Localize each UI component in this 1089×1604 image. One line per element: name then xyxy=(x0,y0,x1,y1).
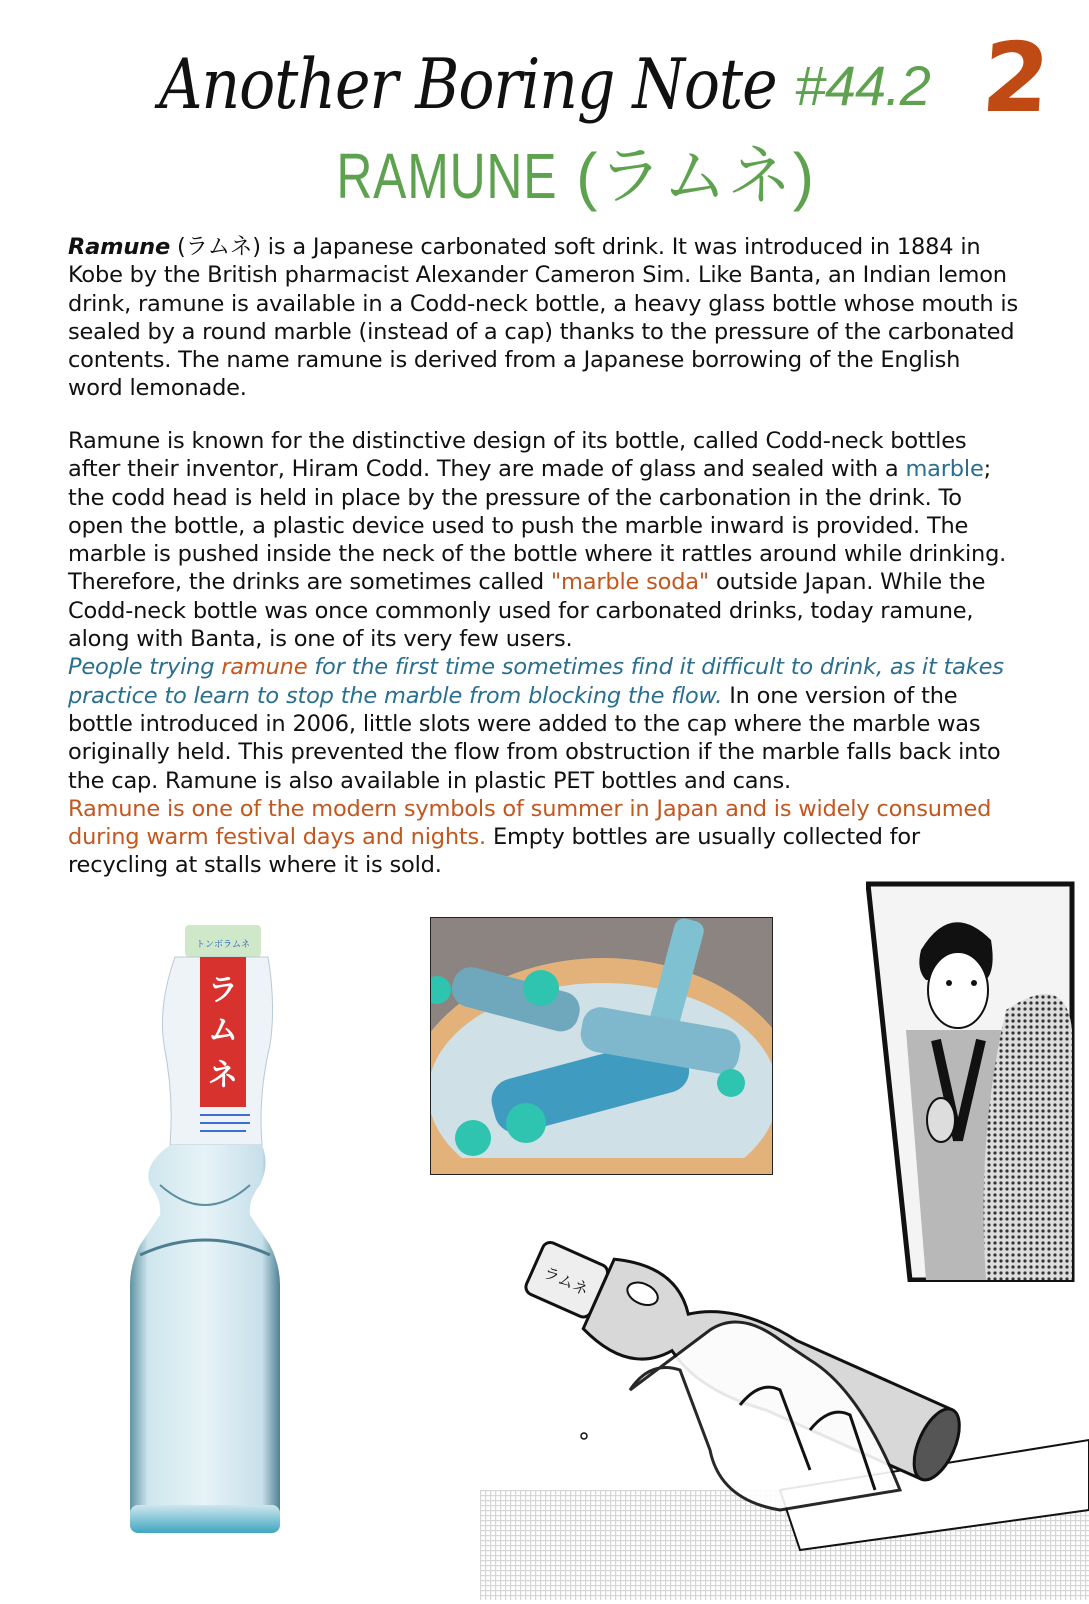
tip-text-b: for the first time sometimes find it difficult to drink, as it takes practice to learn to stop the marble from blocking the flow. xyxy=(68,654,1004,709)
subtitle-latin: RAMUNE xyxy=(336,140,558,212)
intro-text: (ラムネ) is a Japanese carbonated soft drink. It was introduced in 1884 in Kobe by the British pharmacist Alexander Cameron Sim. Like Banta, an Indian lemon drink, ramune is available in a Codd-neck bottle, a heavy glass bottle whose mouth is sealed by a round marble (instead of a cap) thanks to the pressure of the carbonated contents. The name ramune is derived from a Japanese borrowing of the English word lemonade. xyxy=(68,234,1018,402)
svg-text:トンボラムネ: トンボラムネ xyxy=(196,940,250,950)
marble-link[interactable]: marble xyxy=(905,456,984,483)
tip-highlight: ramune xyxy=(221,654,308,681)
page-number: 2 xyxy=(978,22,1052,134)
subtitle-japanese: (ラムネ) xyxy=(576,140,816,212)
ramune-bottle-image xyxy=(130,925,280,1535)
svg-text:ラ: ラ xyxy=(208,973,238,1008)
lead-term: Ramune xyxy=(68,234,171,260)
title-text: Another Boring Note xyxy=(159,44,777,126)
paragraph-details xyxy=(68,427,1018,880)
details-text-3: outside Japan. While the Codd-neck bottle was once commonly used for carbonated drinks, today ramune, along with Banta, is one of its very few users. xyxy=(68,569,986,653)
page-title xyxy=(0,44,1089,126)
paragraph-intro xyxy=(68,233,1018,403)
details-text-2: ; the codd head is held in place by the pressure of the carbonation in the drink. To open the bottle, a plastic device used to push the marble inward is provided. The marble is pushed inside the neck of the bottle where it rattles around while drinking. Therefore, the drinks are sometimes called xyxy=(68,456,1007,596)
subtitle xyxy=(0,136,1089,216)
details-text-1: Ramune is known for the distinctive design of its bottle, called Codd-neck bottles after their inventor, Hiram Codd. They are made of glass and sealed with a xyxy=(68,428,967,483)
note-number: #44.2 xyxy=(794,54,930,117)
manga-hand-bottle-illustration xyxy=(480,1190,1089,1600)
svg-text:ム: ム xyxy=(208,1013,238,1048)
svg-text:ラムネ: ラムネ xyxy=(540,1262,592,1300)
tip-text-a: People trying xyxy=(68,654,222,681)
summer-highlight: Ramune is one of the modern symbols of summer in Japan and is widely consumed during warm festival days and nights. xyxy=(68,795,992,851)
marble-soda-highlight: "marble soda" xyxy=(550,569,710,596)
details-text-5: Empty bottles are usually collected for recycling at stalls where it is sold. xyxy=(68,824,920,879)
ice-bucket-photo xyxy=(430,917,773,1175)
svg-text:ネ: ネ xyxy=(208,1058,238,1093)
details-text-4: In one version of the bottle introduced in 2006, little slots were added to the cap where the marble was originally held. This prevented the flow from obstruction if the marble falls back into the cap. Ramune is also available in plastic PET bottles and cans. xyxy=(68,682,1001,794)
